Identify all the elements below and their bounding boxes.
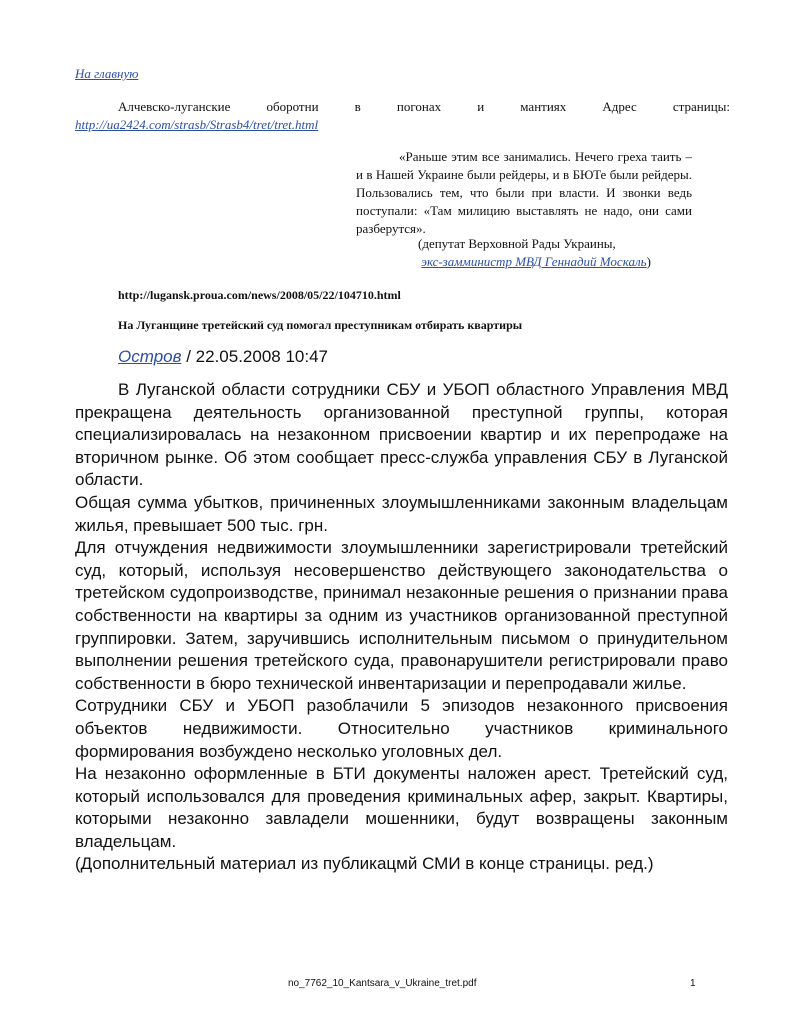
article-headline: На Луганщине третейский суд помогал преступникам отбирать квартиры <box>118 318 523 332</box>
home-link[interactable]: На главную <box>75 66 139 81</box>
header-url-link[interactable]: http://ua2424.com/strasb/Strasb4/tret/tret.html <box>75 117 319 132</box>
attribution-prefix: (депутат Верховной Рады Украины, <box>418 236 616 251</box>
article-datetime: / 22.05.2008 10:47 <box>181 347 329 366</box>
paragraph: Для отчуждения недвижимости злоумышленники зарегистрировали третейский суд, который, используя несовершенство действующего законодательства о третейском судопроизводстве, принимал незаконные решения о признании права собственности на квартиры за одним из участников организованной преступной группировки. Затем, заручившись исполнительным письмом о принудительном выполнении решения третейского суда, правонарушители регистрировали право собственности в бюро технической инвентаризации и перепродавали жилье. <box>75 538 728 693</box>
quote-attribution <box>418 235 718 271</box>
source-url: http://lugansk.proua.com/news/2008/05/22/104710.html <box>118 288 401 302</box>
footer-page-number: 1 <box>690 978 696 989</box>
author-link[interactable]: Остров <box>118 347 182 366</box>
paragraph: На незаконно оформленные в БТИ документы наложен арест. Третейский суд, который использовался для проведения криминальных афер, закрыт. Квартиры, которыми незаконно завладели мошенники, будут возвращены законным владельцам. <box>75 764 728 851</box>
paragraph: Общая сумма убытков, причиненных злоумышленниками законным владельцам жилья, превышает 500 тыс. грн. <box>75 492 728 535</box>
paragraph: Сотрудники СБУ и УБОП разоблачили 5 эпизодов незаконного присвоения объектов недвижимости. Относительно участников криминального формирования возбуждено несколько уголовных дел. <box>75 696 728 761</box>
paragraph: В Луганской области сотрудники СБУ и УБОП областного Управления МВД прекращена деятельность организованной преступной группы, которая специализировалась на незаконном присвоении квартир и их перепродаже на вторичном рынке. Об этом сообщает пресс-служба управления СБУ в Луганской области. <box>75 380 728 490</box>
article-byline <box>118 347 328 367</box>
footer-filename: no_7762_10_Kantsara_v_Ukraine_tret.pdf <box>288 978 477 989</box>
article-body <box>75 379 728 876</box>
header-title: Алчевско-луганские оборотни в погонах и мантиях Адрес страницы: <box>118 99 730 114</box>
attribution-suffix: ) <box>646 254 651 269</box>
attribution-link[interactable]: экс-замминистр МВД Геннадий Москаль <box>421 254 647 269</box>
document-header <box>75 98 730 134</box>
epigraph-quote: «Раньше этим все занимались. Нечего греха таить – и в Нашей Украине были рейдеры, и в БЮТе были рейдеры. Пользовались тем, что были при власти. И звонки ведь поступали: «Там милицию выставлять не надо, они сами разберутся». <box>356 149 692 236</box>
paragraph: (Дополнительный материал из публикацмй СМИ в конце страницы. ред.) <box>75 854 654 874</box>
